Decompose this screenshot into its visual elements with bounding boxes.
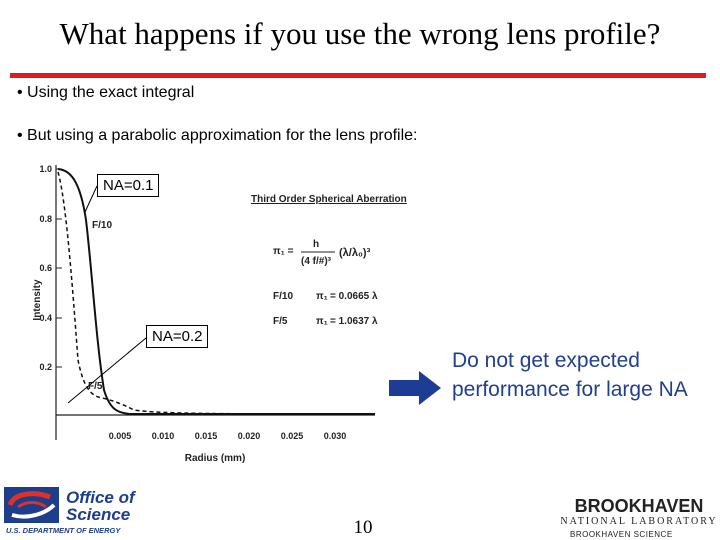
title-divider (10, 73, 706, 78)
spherical-aberration-inset (251, 194, 407, 327)
inset-formula-numerator: h (313, 239, 320, 250)
intensity-figure (30, 160, 440, 465)
bnl-logo-name: BROOKHAVEN (574, 496, 704, 516)
bnl-logo-subtitle: NATIONAL LABORATORY (560, 516, 718, 527)
f5-curve-label: F/5 (88, 381, 103, 392)
y-tick-label: 0.2 (39, 362, 52, 372)
slide-title: What happens if you use the wrong lens profile? (59, 16, 661, 51)
callout-pointer-na01 (85, 186, 97, 212)
office-of-science-logo (4, 485, 154, 540)
right-arrow-icon (389, 371, 441, 405)
large-na-note: Do not get expected performance for large NA (452, 349, 688, 401)
inset-f10-label: F/10 (273, 291, 294, 302)
inset-f5-label: F/5 (273, 316, 288, 327)
y-tick-label: 0.4 (39, 313, 52, 323)
inset-f10-pi-symbol: π₁ (316, 291, 328, 302)
f10-curve-label: F/10 (92, 220, 113, 231)
x-tick-label: 0.020 (237, 431, 261, 441)
inset-f10-value: = 0.0665 λ (330, 291, 378, 302)
x-tick-label: 0.015 (194, 431, 218, 441)
inset-formula-denominator: (4 f/#)³ (301, 256, 331, 267)
y-axis-label: Intensity (32, 279, 43, 321)
y-tick-label: 1.0 (39, 164, 52, 174)
inset-f5-pi-symbol: π₁ (316, 316, 328, 327)
x-tick-label: 0.030 (323, 431, 347, 441)
callout-na-0-2: NA=0.2 (146, 325, 208, 348)
y-tick-label: 0.8 (39, 214, 52, 224)
x-tick-label: 0.005 (108, 431, 132, 441)
bullet-exact-integral: • Using the exact integral (17, 84, 195, 101)
inset-formula-lhs: π₁ = (273, 246, 294, 257)
x-tick-label: 0.010 (151, 431, 175, 441)
inset-formula-ratio: (λ/λ₀)³ (339, 247, 371, 259)
callout-na-0-1: NA=0.1 (97, 174, 159, 197)
x-axis-label: Radius (mm) (184, 453, 246, 464)
inset-title: Third Order Spherical Aberration (251, 194, 407, 205)
inset-f5-value: = 1.0637 λ (330, 316, 378, 327)
brookhaven-logo (560, 494, 718, 540)
bullet-parabolic-approximation: • But using a parabolic approximation for the lens profile: (17, 127, 418, 144)
page-number: 10 (353, 517, 373, 538)
y-tick-label: 0.6 (39, 263, 52, 273)
bnl-logo-footer: BROOKHAVEN SCIENCE (570, 530, 673, 539)
x-tick-label: 0.025 (280, 431, 304, 441)
office-logo-subtitle: U.S. DEPARTMENT OF ENERGY (6, 526, 121, 535)
office-logo-line2: Science (66, 505, 131, 524)
office-logo-line1: Office of (66, 488, 135, 507)
